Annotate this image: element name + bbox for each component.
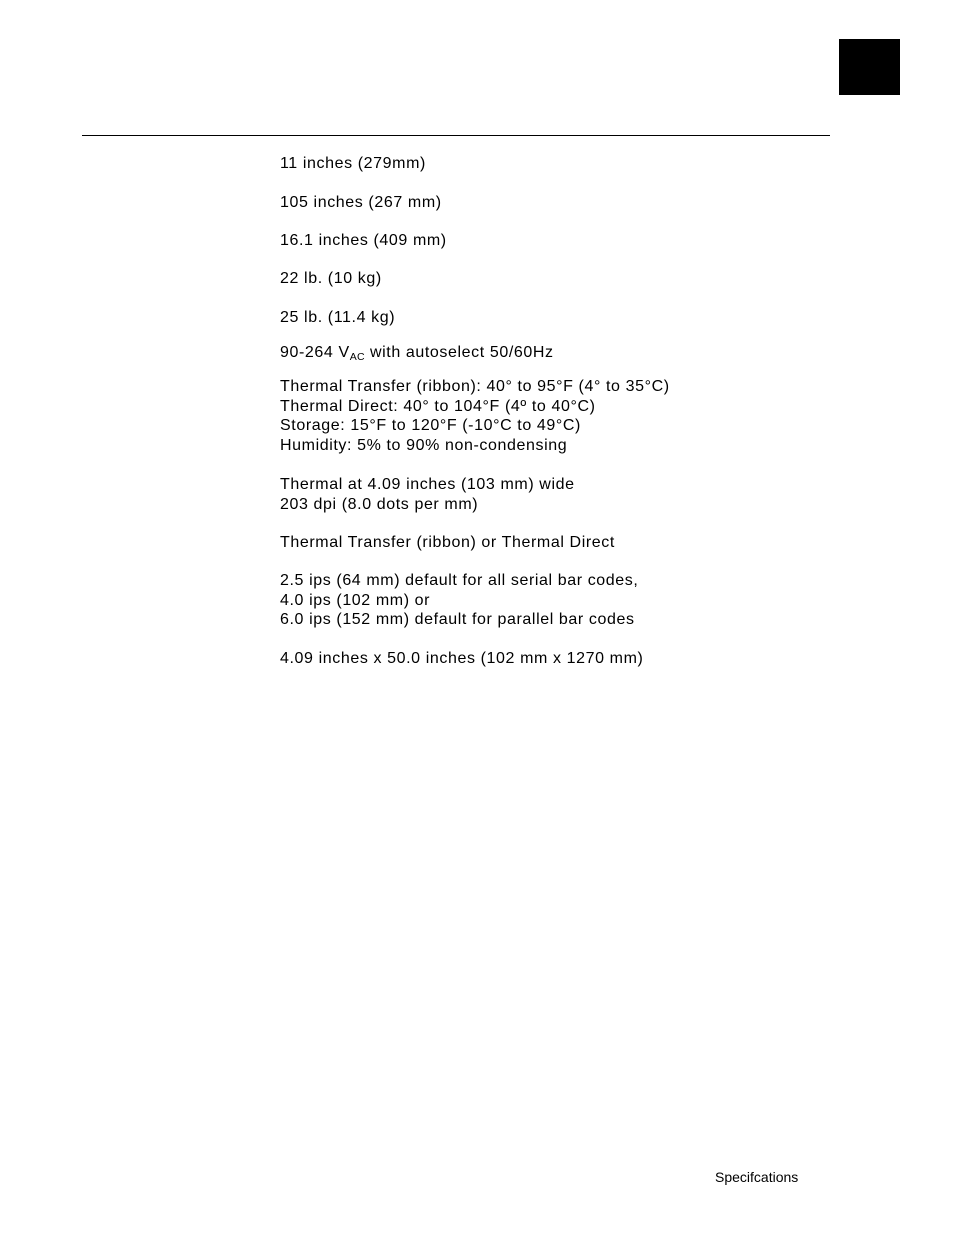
spec-environment-line: Humidity: 5% to 90% non-condensing bbox=[280, 436, 568, 454]
spec-power bbox=[280, 343, 554, 368]
spec-power-prefix: 90-264 V bbox=[280, 344, 350, 361]
header-rule bbox=[82, 135, 830, 136]
spec-environment-line: Storage: 15°F to 120°F (-10°C to 49°C) bbox=[280, 417, 581, 434]
spec-environment-line: Thermal Direct: 40° to 104°F (4º to 40°C) bbox=[280, 397, 596, 415]
spec-printhead bbox=[280, 475, 575, 514]
spec-max-print-area: 4.09 inches x 50.0 inches (102 mm x 1270 mm) bbox=[280, 650, 644, 667]
spec-weight: 22 lb. (10 kg) bbox=[280, 270, 382, 287]
spec-printhead-line: Thermal at 4.09 inches (103 mm) wide bbox=[280, 476, 575, 493]
spec-print-method: Thermal Transfer (ribbon) or Thermal Direct bbox=[280, 534, 615, 551]
spec-environment-line: Thermal Transfer (ribbon): 40° to 95°F (4° to 35°C) bbox=[280, 378, 670, 395]
chapter-tab-block bbox=[839, 39, 900, 95]
spec-shipping-weight: 25 lb. (11.4 kg) bbox=[280, 309, 396, 326]
spec-depth: 16.1 inches (409 mm) bbox=[280, 232, 447, 249]
spec-power-suffix: with autoselect 50/60Hz bbox=[364, 344, 554, 361]
spec-length: 11 inches (279mm) bbox=[280, 155, 426, 172]
spec-print-speed-line: 2.5 ips (64 mm) default for all serial bar codes, bbox=[280, 572, 639, 589]
spec-printhead-line: 203 dpi (8.0 dots per mm) bbox=[280, 495, 479, 513]
footer-section-title: Specifcations bbox=[715, 1169, 799, 1185]
spec-power-subscript: AC bbox=[349, 351, 365, 363]
spec-print-speed bbox=[280, 571, 638, 630]
spec-environment bbox=[280, 377, 670, 455]
spec-height: 105 inches (267 mm) bbox=[280, 194, 442, 211]
spec-print-speed-line: 4.0 ips (102 mm) or bbox=[280, 591, 431, 609]
spec-print-speed-line: 6.0 ips (152 mm) default for parallel bar codes bbox=[280, 611, 635, 628]
